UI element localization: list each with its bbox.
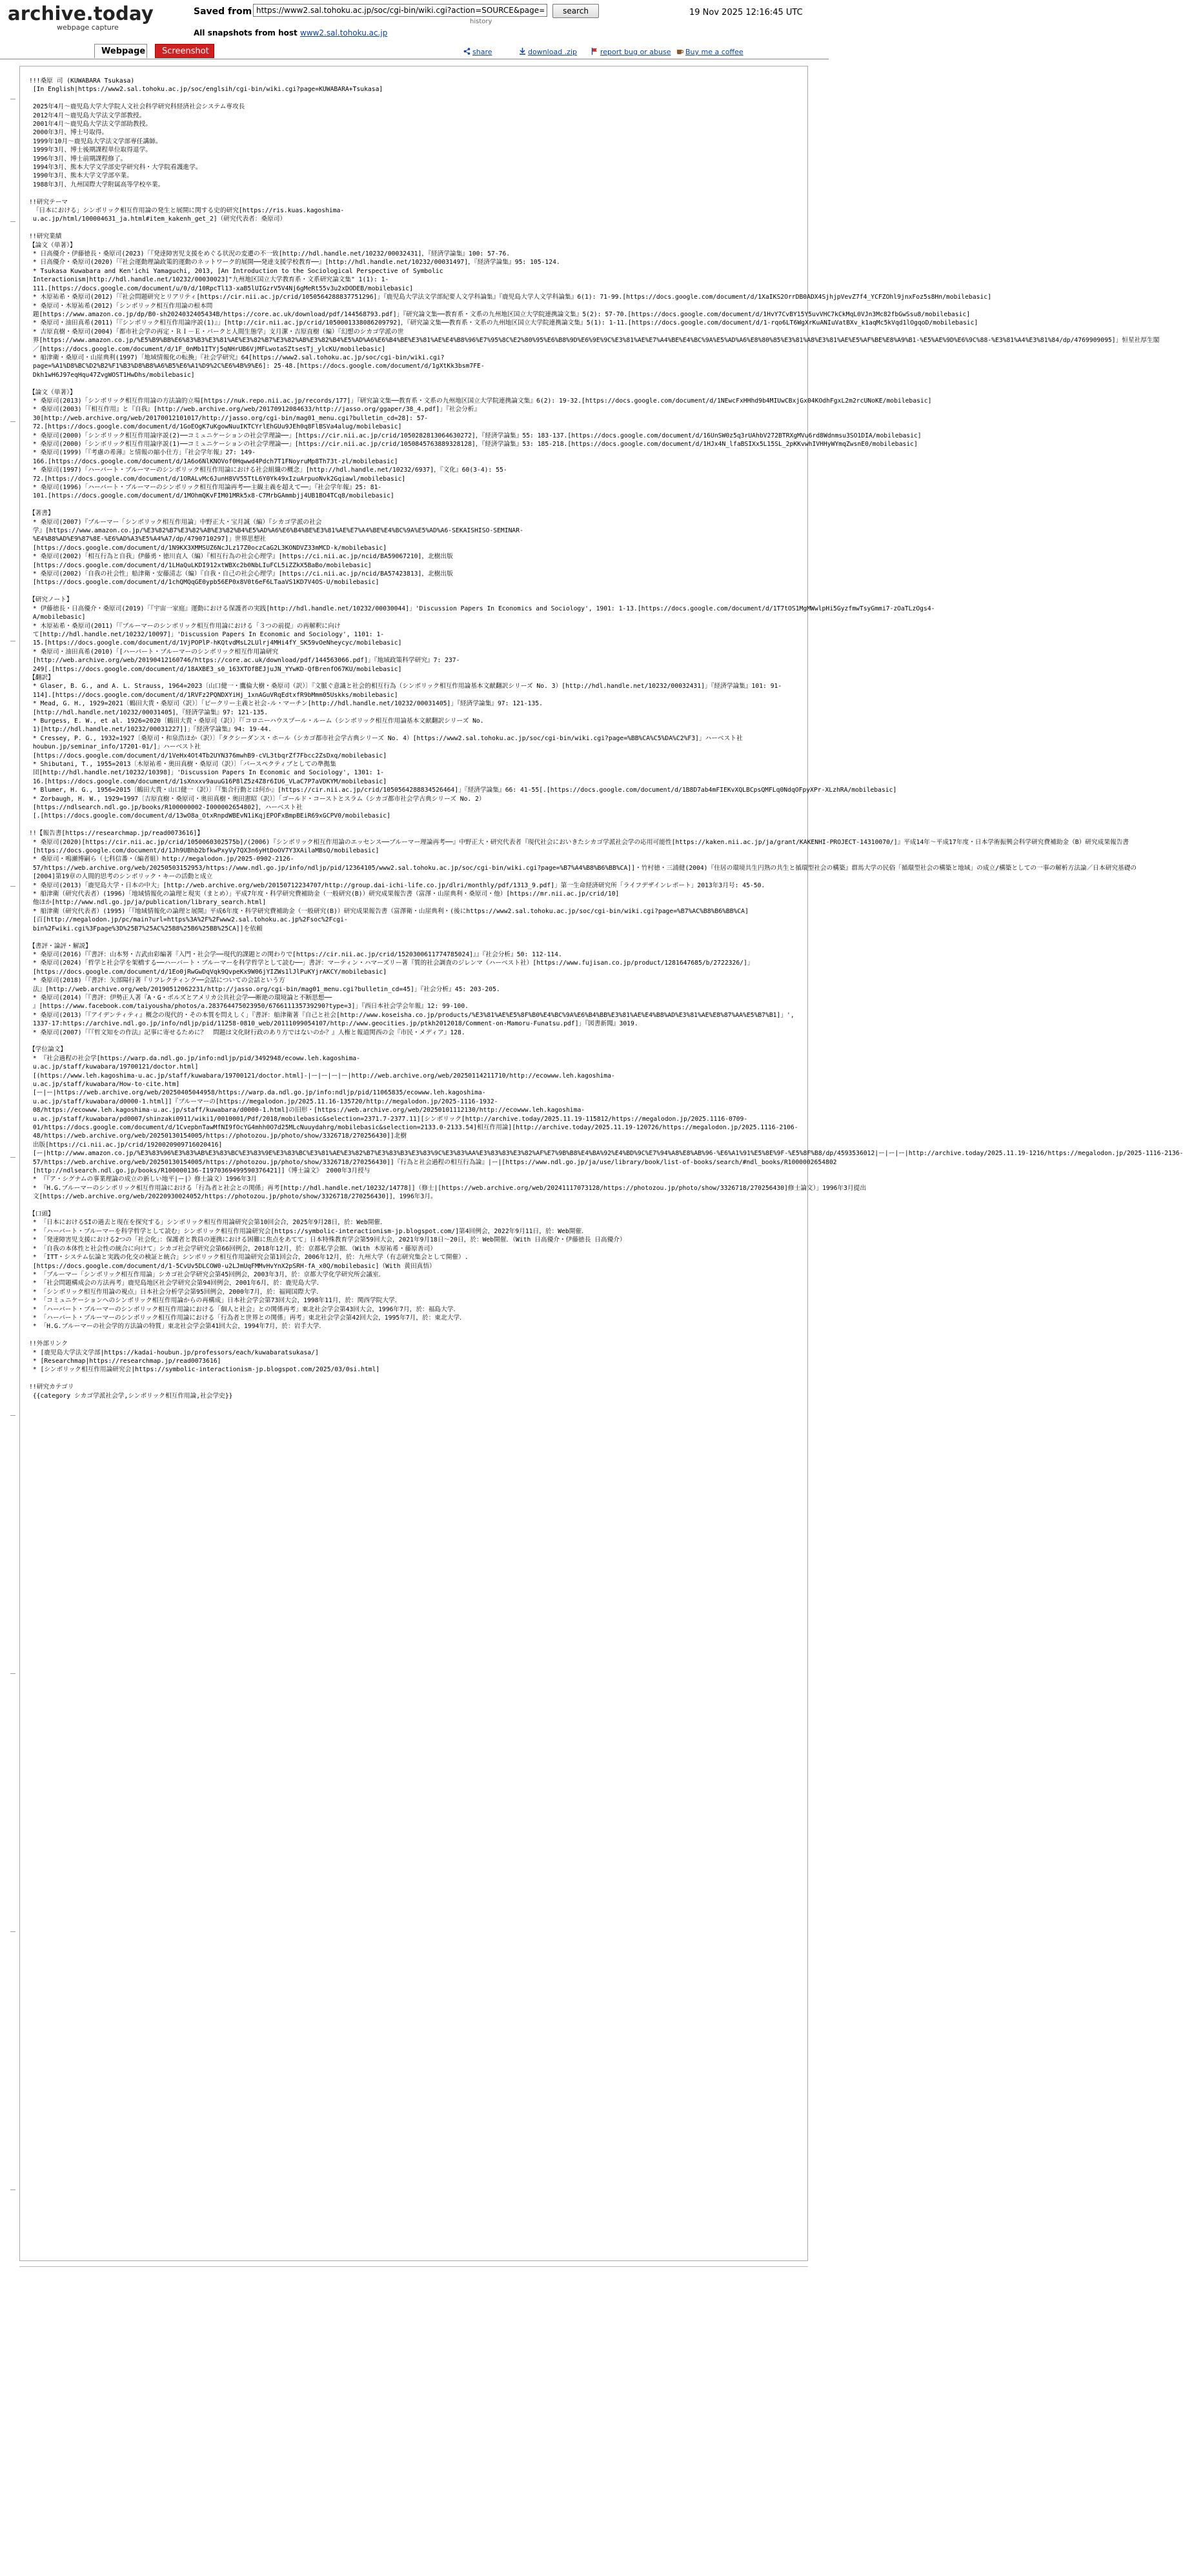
wiki-line[interactable]: * 桑原司(2013)「鹿児島大学・日本の中大」[http://web.archive.org/web/20150712234707/http://group.dai-ichi-life.co.jp/dlri/monthly/pdf/1313_9.pdf]」第一生命経済研究所「ライフデザインレポート」2013年3月号: 45-50.	[29, 881, 765, 889]
wiki-line[interactable]: 1)[http://hdl.handle.net/10232/00031227]]」『経済学論集』94: 19-44.	[29, 726, 272, 734]
wiki-line[interactable]: 題[https://www.amazon.co.jp/dp/B0-sh2024032405434B/https://core.ac.uk/download/pdf/144568793.pdf]」『研究論文集──教育系・文系の九州地区国立大学院連携論文集』5(2): 57-70.[https://docs.google.com/document/d/1HvY7CvBY15Y5uvVHC7kCkMqL0VJn3Mc82fbGwSsu8/mobilebasic]	[29, 310, 971, 318]
share-label[interactable]: share	[472, 48, 492, 56]
wiki-line: [(https://www.leh.kagoshima-u.ac.jp/staff/kuwabara/19700121/doctor.html]-|ー|ー|ー|ー|http://web.archive.org/web/20250114211710/http://ecowww.leh.kagoshima-	[29, 1072, 615, 1080]
wiki-line: * 桑原司・木原祐希(2012)「シンボリック相互作用論の根本問	[29, 302, 213, 310]
wiki-line[interactable]: * 日高優介・伊藤徳長・桑原司(2023)「『発達障害児支援をめぐる状況の変遷の不一致[http://hdl.handle.net/10232/00032431]，『経済学論集』100: 57-76.	[29, 250, 511, 258]
wiki-line[interactable]: * 伊藤徳長・日高優介・桑原司(2019)「『宇宙一家庭』運動における保護者の実践[http://hdl.handle.net/10232/00030044]」'Discussion Papers In Economics and Sociology', 1901: 1-13.[https://docs.google.com/document/d/1T7tOS1MgMWwlpHi5GyzfmwTsyGmmi7-zOaTLzOgs4-	[29, 605, 935, 612]
flag-icon	[591, 48, 598, 55]
wiki-line: 【論文（単著）】	[29, 241, 76, 249]
wiki-line: * 桑原司・油田真希(2010)「[ハーバート・ブルーマーのシンボリック相互作用論研究	[29, 648, 279, 656]
wiki-line[interactable]: * 桑原司・油田真希(2011)「『シンボリック相互作用論序説(1)』」[http://cir.nii.ac.jp/crid/1050001338086209792]，『研究論文集──教育系・文系の九州地区国立大学院連携論文集』5(1): 1-11.[https://docs.google.com/document/d/1-rqo6LT6WgXrKuANIuVatBXv_k1aqMc5kVqd1lOgqoD/mobilebasic]	[29, 319, 978, 327]
history-link[interactable]	[470, 18, 492, 25]
wiki-line: !!研究テーマ	[29, 198, 68, 206]
wiki-line[interactable]: て[http://hdl.handle.net/10232/10097]」'Discussion Papers In Economic and Sociology', 1101: 1-	[29, 630, 385, 638]
wiki-line	[29, 587, 788, 596]
wiki-line[interactable]: [.[https://docs.google.com/document/d/13wO8a_OtxRnpdWBEvN1iKqjEPOFxBmpBEiR69xGCPV0/mobilebasic]	[29, 812, 390, 820]
wiki-line[interactable]: !!【報告書[https://researchmap.jp/read0073616]】	[29, 830, 204, 838]
wiki-line: 【翻訳】	[29, 674, 54, 681]
wiki-line: 1988年3月、九州国際大学附属高等学校卒業。	[29, 181, 165, 188]
coffee-icon	[676, 48, 683, 55]
wiki-line[interactable]: * 『社会過程の社会学[https://warp.da.ndl.go.jp/info:ndljp/pid/3492948/ecoww.leh.kagoshima-	[29, 1054, 360, 1062]
wiki-line: 2000年3月、博士号取得。	[29, 129, 108, 137]
wiki-line: !!研究業績	[29, 233, 62, 241]
wiki-line[interactable]: * 桑原司(2002)「相互行為と自我」伊藤勇・徳川直人（編）『相互行為の社会心理学』[https://ci.nii.ac.jp/ncid/BA59067210]，北樹出版	[29, 553, 453, 561]
left-scroll-rail[interactable]	[8, 60, 18, 2267]
wiki-line[interactable]: [https://docs.google.com/document/d/1chQMQqGE0ypb56EP0x8V0t6eF6LTaaVS1KD7V4OS-U/mobilebasic]	[29, 579, 379, 587]
wiki-line[interactable]: [http://ndlsearch.ndl.go.jp/books/R100000136-I1970369499590376421]]《博士論文》 2000年3月授与	[29, 1167, 370, 1175]
wiki-line: * 「発達障害児支援における2つの「社会化」：保護者と教員の連携における困難に焦点をあてて」日本特殊教育学会第59回大会，2021年9月18日〜20日，於：Web開催．（With 日高優介・伊藤徳長 日高優介）	[29, 1236, 626, 1244]
wiki-line: * 「シンボリック相互作用論の視点」日本社会分析学会第95回例会，2000年7月，於：福岡国際大学．	[29, 1288, 323, 1296]
wiki-line: * 「コミュニケーションへのシンボリック相互作用論からの再構成」日本社会学会第73回大会，1998年11月，於：関西学院大学．	[29, 1297, 401, 1305]
wiki-line[interactable]: [https://ndlsearch.ndl.go.jp/books/R100000002-I000002654802]，ハーベスト社	[29, 804, 303, 812]
wiki-line: [2004]第19章の人間的思考のシンボリック・キーの活動と成立	[29, 873, 213, 881]
wiki-line: * [鹿児島大学法文学部|https://kadai-houbun.jp/professors/each/kuwabaratsukasa/]	[29, 1349, 319, 1356]
saved-from-label: Saved from	[194, 6, 252, 17]
wiki-line[interactable]: 15.[https://docs.google.com/document/d/1VjPOPlP-hKQtvdMsL2LUlrj4MHi4fY_SK59vOeNheycyc/mobilebasic]	[29, 639, 402, 647]
wiki-line[interactable]: * 桑原司(2000)「シンボリック相互作用論序説(2)──コミュニケーションの社会学理論──」[https://cir.nii.ac.jp/crid/1050282813064630272]，『経済学論集』55: 183-137.[https://docs.google.com/document/d/16UnSW0z5q3rUAhbV272BTRXgMVu6rd8Wdnmsu3SO1DIA/mobilebasic]	[29, 432, 922, 439]
wiki-line: * 桑原司(1996)「ハーバート・ブルーマーのシンボリック相互作用論再考──主観主義を超えて──」『社会学年報』25: 81-	[29, 484, 382, 492]
report-label[interactable]: report bug or abuse	[600, 48, 671, 56]
wiki-line: 2012年4月～鹿児島大学法文学部教授。	[29, 112, 146, 119]
wiki-line	[29, 224, 788, 232]
footer-rule	[19, 2266, 808, 2267]
wiki-line: 48/https://web.archive.org/web/20250130154005/https://photozou.jp/photo/show/3326718/270256430]]北樹	[29, 1132, 407, 1140]
wiki-line[interactable]: 08/https://ecowww.leh.kagoshima-u.ac.jp/staff/kuwabara/d0000-1.html]の旧形・[https://web.archive.org/web/20250101112130/http://ecowww.leh.kagoshima-	[29, 1107, 585, 1114]
wiki-line[interactable]: [http://web.archive.org/web/20190412160746/https://core.ac.uk/download/pdf/144563066.pdf]」『地域政策科学研究』7: 237-	[29, 657, 460, 665]
wiki-line[interactable]: u.ac.jp/staff/kuwabara/pd0007/shinzaki0911/wiki1/0010001/Pdf/2018/mobilebasic&selection=2371.7-2377.11][シンボリック[http://archive.today/2025.11.19-115812/https://megalodon.jp/2025.1116-0709-	[29, 1115, 748, 1123]
wiki-line[interactable]: * 桑原司(2013)「『アイデンティティ』概念の現代的・その本質を問えしく」『書評：船津衛著『自己と社会[http://www.koseisha.co.jp/products/%E3%81%AE%E5%8F%B0%E4%BC%9A%E6%B4%BB%E3%81%AE%E4%B8%AD%E3%81%AE%E8%87%AA%E5%B7%B1]」',	[29, 1011, 794, 1019]
wiki-line[interactable]: * 「ハーバート・ブルーマーを科学哲学として読む」シンボリック相互作用論研究会[https://symbolic-interactionism-jp.blogspot.com/]第4回例会，2022年9月11日，於：Web開催．	[29, 1227, 588, 1235]
wiki-line: !!外部リンク	[29, 1340, 68, 1348]
rail-mark	[10, 1673, 15, 1674]
wiki-line	[29, 1202, 788, 1210]
wiki-line: * Burgess, E. W., et al. 1926=2020〔鶴田大貴・桑原司（訳）〕『「コロニーハウスプール・ルーム（シンボリック相互作用論基本文献翻訳シリーズ No.	[29, 717, 484, 725]
wiki-line: 2025年4月～鹿児島大学大学院人文社会科学研究科経済社会システム専攻長	[29, 103, 245, 111]
wiki-line: !!研究カテゴリ	[29, 1384, 74, 1391]
wiki-line: * 桑原司(2018)「『書評：矢部陽行著『リフレクティング──会話についての会話という方	[29, 977, 285, 985]
share-icon	[463, 48, 470, 55]
wiki-line	[29, 94, 788, 103]
wiki-line: bin%2Fwiki.cgi%3Fpage%3D%25B7%25AC%25B8%25B6%25BB%25CA]]を依頼	[29, 925, 263, 932]
wiki-line: * 桑原司・鳴瀬博嗣ら（七科信番・（編者組）http://megalodon.jp/2025-0902-2126-	[29, 856, 294, 863]
tab-webpage[interactable]: Webpage	[94, 44, 147, 58]
wiki-line: {{category シカゴ学派社会学,シンボリック相互作用論,社会学史}}	[29, 1392, 233, 1400]
wiki-line: 1994年3月、熊本大学文学部史学研究科・大学院看護進学。	[29, 164, 202, 172]
wiki-line: * [シンボリック相互作用論研究会|https://symbolic-interactionism-jp.blogspot.com/2025/03/0si.html]	[29, 1366, 380, 1374]
rail-mark	[10, 421, 15, 422]
wiki-line: 【著書】	[29, 510, 54, 518]
wiki-line: 1996年3月、博士前期課程修了。	[29, 155, 127, 163]
wiki-line: * 「ブルーマー「シンボリック相互作用論」シカゴ社会学研究会第45回例会，2003年3月，於：京都大学化学研究所会議室．	[29, 1271, 385, 1278]
coffee-label[interactable]: Buy me a coffee	[685, 48, 743, 56]
wiki-line[interactable]: 114].[https://docs.google.com/document/d/1RVFz2PQNDXYiHj_1xnAGuVRqEdtxfR9bMmm05Uskks/mobilebasic]	[29, 691, 398, 699]
wiki-line[interactable]: * 桑原司(2002)「自我の社会性」船津衛・安藤清志（編）『自我・自己の社会心理学』[https://ci.nii.ac.jp/ncid/BA57423813]，北樹出版	[29, 570, 453, 578]
wiki-line: * 「自我の本体性と社会性の統合に向けて」シカゴ社会学研究会第66回例会，2018年12月，於：京都私学会館．（With 木原祐希・藤原善司）	[29, 1245, 436, 1253]
wiki-line: * 桑原司(1999)「『考慮の希薄』と情報の縮小仕方」『社会学年報』27: 149-	[29, 449, 256, 457]
wiki-line: * 「社会問題構成会の方法再考」鹿児島地区社会学研究会第94回例会，2001年6月，於：鹿児島大学．	[29, 1280, 323, 1287]
wiki-line: * 「日本におけるSIの過去と現在を探究する」シンボリック相互作用論研究会第10回会合，2025年9月28日，於：Web開催．	[29, 1219, 387, 1227]
rail-mark	[10, 1157, 15, 1158]
all-snapshots-line	[194, 28, 387, 37]
wiki-line: A/mobilebasic]	[29, 614, 86, 621]
wiki-line[interactable]: * 船津衛（研究代表者）(1996)「地域情報化の論理と現実（まとめ）」平成7年度・科学研究費補助金（一般研究(B)）研究成果報告書（富澤・山崖典利・桑原司・他）[https://mr.nii.ac.jp/crid/10]	[29, 891, 620, 898]
wiki-line: [ー|http://www.amazon.co.jp/%E3%83%96%E3%83%AB%E3%83%BC%E3%83%9E%E3%83%BC%E3%81%AE%E3%82%B7%E3%83%B3%E3%83%9C%E3%83%AA%E3%83%83%E3%82%AF%E7%9B%B8%E4%BA%92%E4%BD%9C%E7%94%A8%E8%AB%96-%E6%A1%91%E5%8E%9F-%E5%8F%B8/dp/4593536012|ー|ー|ー|http://archive.today/2025.11.19-1216/https://megalodon.jp/2025-1116-2136-	[29, 1150, 1183, 1158]
wiki-line: * 船津衛（研究代表者）(1995)「『地域情報化の論理と展開』平成6年度・科学研究費補助金（一般研究(B)）研究成果報告書（富澤衛・山崖典利・(後にhttps://www2.sal.tohoku.ac.jp/soc/cgi-bin/wiki.cgi?page=%B7%AC%B8%B6%BB%CA]	[29, 907, 749, 915]
wiki-line[interactable]: 出版[https://ci.nii.ac.jp/crid/1920020909716020416]	[29, 1141, 223, 1149]
wiki-line[interactable]: [https://docs.google.com/document/d/1Jh9UBhb2bfkwPxyVy7QX3n6yHtDoOV7Y3XAilaMBsQ/mobilebasic]	[29, 847, 379, 855]
wiki-line[interactable]: * Glaser, B. G., and A. L. Strauss, 1964=2023〔山口健一・鷹倫大樹・桑原司（訳）〕『文脈ぐ意識と社会的相互行為（シンボリック相互作用論基本文献翻訳シリーズ No. 3）[http://hdl.handle.net/10232/00032431]」『経済学論集』101: 91-	[29, 683, 782, 690]
wiki-line[interactable]: * Cressey, P. G., 1932=1927〔桑原司・和泉浩ほか（訳）〕『タクシーダンス・ホール（シカゴ都市社会学古典シリーズ No. 4）[https://www2.sal.tohoku.ac.jp/soc/cgi-bin/wiki.cgi?page=%BB%CA%C5%DA%C2%F3]」ハーベスト社	[29, 734, 743, 742]
wiki-line: * [Researchmap|https://researchmap.jp/read0073616]	[29, 1357, 221, 1365]
archive-logo[interactable]: archive.today	[8, 3, 154, 25]
wiki-line[interactable]: [http://hdl.handle.net/10232/00031405]，『経済学論集』97: 121-135.	[29, 709, 268, 716]
wiki-line: 1999年10月～鹿児島大学法文学部専任講師。	[29, 137, 162, 145]
download-label[interactable]: download .zip	[528, 48, 577, 56]
wiki-line[interactable]: 他ほか[http://www.ndl.go.jp/ja/publication/library_search.html]	[29, 899, 267, 907]
wiki-line[interactable]: 101.[https://docs.google.com/document/d/1MOhmQKvFIM01MRk5x8-C7MrbGAmmbjj4UB1BO4TCq8/mobilebasic]	[29, 492, 394, 500]
buy-coffee-link[interactable]	[676, 48, 743, 56]
all-snapshots-host-link[interactable]: www2.sal.tohoku.ac.jp	[299, 28, 388, 37]
wiki-line: 1337-17:https://archive.ndl.go.jp/info/ndljp/pid/11258-0810_web/20111099054107/http://www.geocities.jp/ptkh2012018/Comment-on-Mamoru-Funatsu.pdf]」『図書新聞』3019.	[29, 1020, 638, 1028]
wiki-line: Dkh1wH6J97eqHqu47ZvgWOST1HwDhs/mobilebasic]	[29, 371, 195, 379]
wiki-line: * 木原祐希・桑原司(2011)「『ブルーマーのシンボリック相互作用論における「３つの前提」の再解釈に向け	[29, 622, 341, 630]
wiki-line: %E4%B8%AD%E9%87%8E-%E6%AD%A3%E5%A4%A7/dp/4790710297]」世界思想社	[29, 536, 267, 543]
wiki-line[interactable]: u.ac.jp/staff/kuwabara/d0000-1.html]]『ブルーマーの[https://megalodon.jp/2025.11.16-135720/http://megalodon.jp/2025-1116-1932-	[29, 1098, 498, 1105]
wiki-line: 57/https://web.archive.org/web/20250503152953/https://www.ndl.go.jp/info/ndljp/pid/12364105/www2.sal.tohoku.ac.jp/soc/cgi-bin/wiki.cgi?page=%B7%A4%B8%B6%BB%CA]]・竹村徳・三浦健(2004)『住居の環境共生円熟の共生と循環型社会の構築』群馬大学の民俗「循環型社会の構築と地域」の成立/構築としての一事の解析方法論／日本研究基礎の	[29, 864, 1137, 872]
history-link-label[interactable]: history	[470, 18, 492, 25]
rail-mark	[10, 1931, 15, 1932]
wiki-line: 【学位論文】	[29, 1046, 67, 1054]
wiki-line[interactable]: 団[http://hdl.handle.net/10232/10398]」'Discussion Papers In Economic and Sociology', 1301: 1-	[29, 769, 385, 777]
wiki-line: [ー|ー|https://web.archive.org/web/20250405044958/https://warp.da.ndl.go.jp/info:ndljp/pid/11065835/ecowww.leh.kagoshima-	[29, 1089, 486, 1097]
rail-mark	[10, 886, 15, 887]
wiki-line: 1999年3月、博士後期課程単位取得退学。	[29, 146, 152, 154]
wiki-line[interactable]: * 桑原司(2016)『『書評：山本努・吉武由彩編著『入門・社会学──現代的課題との関わりで[https://cir.nii.ac.jp/crid/1520300611774785024]』』『社会分析』50: 112-114.	[29, 951, 562, 958]
wiki-line[interactable]: * 『H.G.ブルーマーのシンボリック相互作用論における「行為者と社会との関係」再考[http://hdl.handle.net/10232/14778]]（修士|[https://web.archive.org/web/20241117073128/https://photozou.jp/photo/show/3326718/270256430]修士論文）」1996年3月提出	[29, 1184, 867, 1192]
wiki-line: * 桑原司(2014)「『書評：伊勢正人著『A・G・ポルズとアメリカ公共社会学──断絶の環境論と不断思想──	[29, 994, 332, 1001]
wiki-line: * 「H.G.ブルーマーの社会学的方法論の特質」東北社会学会第41回大会，1994年7月，於：岩手大学．	[29, 1323, 326, 1331]
wiki-line[interactable]: * 桑原司(1997)「ハーバート・ブルーマーのシンボリック相互作用論における社会組織の概念」[http://hdl.handle.net/10232/6937]，『文化』60(3-4): 55-	[29, 467, 507, 474]
wiki-line[interactable]: 「日本における」シンボリック相互作用論の発生と展開に関する史的研究[https://ris.kuas.kagoshima-	[29, 207, 345, 215]
wiki-line[interactable]: * Blumer, H. G., 1956=2015〔鶴田大貴・山口健一（訳）〕「『集合行動とは何か』[https://cir.nii.ac.jp/crid/1050564288834526464]」『経済学論集』66: 41-55[.[https://docs.google.com/document/d/1B8D7ab4mFIEKvXQLBCpsQMFLq0NdqOFpyXPr-XLzhRA/mobilebasic]	[29, 787, 897, 794]
wiki-line[interactable]: 57/https://web.archive.org/web/20250130154005/https://photozou.jp/photo/show/3326718/270256430]]『行為と社会過程の相互行為論』|ー|[https://www.ndl.go.jp/ja/use/library/book/list-of-books/search/#ndl_books/R1000002654802	[29, 1158, 837, 1166]
wiki-line: 【研究ノート】	[29, 596, 73, 604]
wiki-line: 2001年4月～鹿児島大学法文学部助教授。	[29, 121, 152, 128]
all-snapshots-label: All snapshots from host	[194, 28, 298, 37]
wiki-line: u.ac.jp/staff/kuwabara/How-to-cite.htm]	[29, 1080, 180, 1088]
wiki-line[interactable]: 72.[https://docs.google.com/document/d/1GoEOgK7uKgowNuuIKTCYrlEhGUu9JEh0q8FlBSVa4alug/mobilebasic]	[29, 423, 402, 431]
wiki-line: * 「ハーバート・ブルーマーのシンボリック相互作用論における「個人と社会」との関係再考」東北社会学会第43回大会，1996年7月，於：福島大学．	[29, 1305, 460, 1313]
wiki-line[interactable]: [百[http://megalodon.jp/pc/main?url=https%3A%2F%2Fwww2.sal.tohoku.ac.jp%2Fsoc%2Fcgi-	[29, 916, 348, 924]
wiki-line: [In English|https://www2.sal.tohoku.ac.jp/soc/englsih/cgi-bin/wiki.cgi?page=KUWABARA+Tsukasa]	[29, 86, 383, 94]
wiki-line[interactable]: * Mead, G. H., 1929=2021〔鶴田大貴・桑原司（訳）〕「ピークリー主義と社会-ル・マーチン[http://hdl.handle.net/10232/00031405]」『経済学論集』97: 121-135.	[29, 700, 543, 708]
wiki-line: * Zorbaugh, H. W., 1929=1997〔吉原直樹・桑原司・奥田真樹・奥田憲昭（訳）〕「ゴールド・コーストとスラム（シカゴ都市社会学古典シリーズ No. 2）	[29, 795, 485, 803]
wiki-line[interactable]: * 桑原司(2020)[https://cir.nii.ac.jp/crid/1050060302575b]/(2006)『シンボリック相互作用論のエッセンス──ブルーマー理論再考──』中野正大・研究代表者『現代社会においきたシカゴ学派社会学の応用可能性[https://kaken.nii.ac.jp/ja/grant/KAKENHI-PROJECT-14310070/]』平成14年～平成17年度・日本学術振興会科学研究費補助金（B）研究成果報告書	[29, 838, 1129, 846]
download-zip-link[interactable]	[519, 48, 577, 56]
wiki-line[interactable]: [https://docs.google.com/document/d/1Eo0jRwGwDqVqk9QvpeKx9W06jYIZWs1lJlPuKYjrAKCY/mobilebasic]	[29, 968, 387, 976]
wiki-line[interactable]: 』[https://www.facebook.com/taiyousha/photos/a.283764475023950/676611135739290?type=3]」『西日本社会学会年報』12: 99-100.	[29, 1003, 469, 1011]
wiki-line[interactable]: [https://docs.google.com/document/d/1VeHx4Ot4Tb2UYN376mwhB9-cVL3tbqrZf7Fbcc2ZsDxq/mobilebasic]	[29, 752, 387, 760]
wiki-line[interactable]: 72.[https://docs.google.com/document/d/1ORALvMc6JunH8VV55TtL6Y0Yk49xIzuArpuoNvk2Gqiawl/mobilebasic]	[29, 475, 406, 483]
wiki-line[interactable]: * 桑原司(2000)「シンボリック相互作用論序説(1)──コミュニケーションの社会学理論──」[https://cir.nii.ac.jp/crid/1050845763889328128]，『経済学論集』53: 185-218.[https://docs.google.com/document/d/1HJx4N_lfaBSIXx5L15SL_2pKKvwhIVHHyWYmqZwsnE0/mobilebasic]	[29, 441, 918, 448]
wiki-line[interactable]: * 桑原司(2024)「哲学と社会学を架橋する──ハーバート・ブルーマーを科学哲学として読む──」書評：マーティン・ハマーズリー著『質的社会調査のジレンマ（ハーベスト社）[https://www.fujisan.co.jp/product/1281647685/b/2722326/]」	[29, 960, 754, 967]
wiki-line	[29, 501, 788, 509]
tab-screenshot[interactable]: Screenshot	[155, 44, 214, 58]
wiki-line[interactable]: 249[.[https://docs.google.com/document/d/18AXBE3_s0_163XTOfBEJjuJN_YYwKD-QfBrenfO67KU/mobilebasic]	[29, 665, 402, 673]
wiki-line[interactable]: 文[https://web.archive.org/web/20220930024052/https://photozou.jp/photo/show/3326718/270256430]]，1996年3月。	[29, 1193, 437, 1201]
archived-page-frame	[19, 66, 1183, 2261]
wiki-line: 【論文（単著）】	[29, 388, 76, 396]
wiki-line[interactable]: [https://docs.google.com/document/d/1N9KX3XMMSUZ6NcJLz17Z0oczCaG2L3KONDVZ33mMCD-k/mobilebasic]	[29, 544, 387, 552]
wiki-line: 1990年3月、熊本大学文学部卒業。	[29, 172, 133, 180]
archive-logo-subtitle: webpage capture	[57, 23, 119, 32]
search-button[interactable]: search	[552, 4, 599, 18]
wiki-line: Interactionism|http://hdl.handle.net/10232/00030023]"九州地区国立大学教育系・文系研究論文集" 1(1): 1-	[29, 276, 389, 284]
rail-mark	[10, 2189, 15, 2190]
wiki-line[interactable]: 166.[https://docs.google.com/document/d/1A6o6NlKNOVof0Hqwwd4Pdch7T1FNoyruMp8Th73t-zl/mobilebasic]	[29, 458, 398, 465]
wiki-line: * Tsukasa Kuwabara and Ken'ichi Yamaguchi, 2013, [An Introduction to the Sociological Perspective of Symbolic	[29, 267, 443, 275]
wiki-line[interactable]: 111.[https://docs.google.com/document/u/0/d/10RpcTl13-xaB5lUIGzrV5V4Nj6gMeRt55v3u2xDODEB/mobilebasic]	[29, 285, 413, 292]
wiki-line[interactable]: [https://docs.google.com/document/d/1LHaQuLKDI912xtWBXc2b0NbLIuFCL5iZZkX5BaBo/mobilebasic]	[29, 561, 372, 569]
archive-header	[0, 0, 829, 59]
wiki-line: * 「ハーバート・ブルーマーのシンボリック相互作用論における「行為者と世界との関係」再考」東北社会学会第42回大会，1995年7月，於：東北大学．	[29, 1314, 466, 1322]
wiki-line: * 吉原直樹・桑原司(2004)「都市社会学の再定・ＲＩ－Ｅ・パークと人間生態学」支月潔・吉原直樹（編）『幻想のシカゴ学派の世	[29, 328, 404, 336]
wiki-line: * 桑原司(2007)『ブルーマー「シンボリック相互作用論」中野正大・宝月誠（編）『シカゴ学派の社会	[29, 518, 322, 526]
wiki-line	[29, 1037, 788, 1045]
report-bug-link[interactable]	[591, 48, 671, 56]
rail-mark	[10, 1415, 15, 1416]
wiki-line: * 『『ア・シグナムの事業理論の成立の新しい地平|ー|》修士論文）1996年3月	[29, 1176, 258, 1183]
url-input[interactable]	[253, 4, 547, 17]
share-link[interactable]	[463, 48, 492, 56]
wiki-line	[29, 1374, 788, 1383]
wiki-source-text	[29, 77, 1183, 2245]
wiki-line[interactable]: [https://docs.google.com/document/d/1-5CvUv5DLCOW0-u2LJmUqFMMvHvYnX2pSRH-fA_x0Q/mobilebasic]（With 黄田真悟）	[29, 1262, 436, 1270]
wiki-line[interactable]: * 桑原司(2003)「『相互作用』と『自我』[http://web.archive.org/web/20170912084633/http://jasso.org/ggaper/38_4.pdf]」『社会分析』	[29, 406, 481, 414]
wiki-line[interactable]: 16.[https://docs.google.com/document/d/1sXnxxv9auuG16P8lZ5z4Z8r6IU6_VLaC7P7aVDKYM/mobilebasic]	[29, 778, 387, 785]
wiki-line	[29, 933, 788, 941]
wiki-line: houbun.jp/seminar_info/17201-01/]」ハーベスト社	[29, 743, 201, 751]
wiki-line	[29, 189, 788, 197]
wiki-line	[29, 821, 788, 829]
wiki-line: u.ac.jp/staff/kuwabara/19700121/doctor.html]	[29, 1063, 199, 1071]
wiki-line[interactable]: ／[https://docs.google.com/document/d/1F_0nMb1ITYj5qNHrUB6VjMFLwotaSZtsesTj_ylcKU/mobilebasic]	[29, 345, 386, 353]
wiki-line	[29, 379, 788, 388]
rail-mark	[10, 221, 15, 222]
wiki-line: * Shibutani, T., 1955=2013〔木原祐希・奥田真樹・桑原司（訳）〕「パースペクティブとしての準拠集	[29, 761, 336, 768]
wiki-line[interactable]: 30[http://web.archive.org/web/20170012101017/http://jasso.org/cgi-bin/mag01_menu.cgi?bulletin_cd=28]: 57-	[29, 414, 429, 422]
wiki-line[interactable]: 01/https://docs.google.com/document/d/1CvepbnTawMfNI9fOcYG4mhh0O7d25MLcNuuydahrg/mobilebasic&selection=2133.0-2133.54]相互作用論][http://archive.today/2025.11.19-120726/https://megalodon.jp/2025.1116-2106-	[29, 1124, 798, 1132]
wiki-line: 【書評・論評・解説】	[29, 942, 92, 950]
wiki-line: !!!桑原 司 (KUWABARA Tsukasa)	[29, 77, 135, 85]
wiki-line[interactable]: * 船津衛・桑原司・山崖典利(1997)「地域情報化の転換」『社会学研究』64[https://www2.sal.tohoku.ac.jp/soc/cgi-bin/wiki.cgi?	[29, 354, 445, 361]
wiki-line[interactable]: * 日高優介・桑原司(2020)「『社会運動理論政策的運動のネットワーク的展開──発達支援学校教育──』[http://hdl.handle.net/10232/00031497]，『経済学論集』95: 105-124.	[29, 259, 560, 267]
download-icon	[519, 48, 526, 55]
wiki-line[interactable]: * 木原祐希・桑原司(2012)「『社会問題研究とリアリティ[https://cir.nii.ac.jp/crid/1050564288837751296]」『鹿児島大学法文学部紀要人文学科論集』『鹿児島大学人文学科論集』6(1): 71-99.[https://docs.google.com/document/d/1XaIKS2OrrDB0ADX4SjhjpVevZ7f4_YCFZOhl9jnxFoz5s8Hn/mobilebasic]	[29, 294, 991, 301]
wiki-line[interactable]: 界[https://www.amazon.co.jp/%E5%B9%BB%E6%83%B3%E3%81%AE%E3%82%B7%E3%82%AB%E3%82%B4%E5%AD%A6%E6%B4%BE%E3%81%AE%E4%B8%96%E7%95%8C%E2%80%95%E6%B8%9D%E6%9E%9C%E3%81%AE%E7%A4%BE%E4%BC%9A%E5%AD%A6%E8%80%85%E3%81%A8%E3%81%AE%E5%AF%BE%E8%A9%B1-%E5%AE%9D%E6%9C%88-%E3%81%A4%E3%81%84/dp/4769909095]」恒星社厚生閣	[29, 337, 1160, 345]
wiki-line: * 桑原司(2007)「『『哲文知をの作法』記事に寄せるために？ 問題は文化財行政のあり方ではないのか？』人権と報道関西の会『市民・メディア』128.	[29, 1029, 465, 1036]
wiki-line[interactable]: * 桑原司(2013)「シンボリック相互作用論の方法論的立場[https://nuk.repo.nii.ac.jp/records/177]」『研究論文集──教育系・文系の九州地区国立大学院連携論文集』6(2): 19-32.[https://docs.google.com/document/d/1NEwcFxHHhd9b4MIUwCBxjGx04KOdhFgxL2m2rcUNoKE/mobilebasic]	[29, 397, 932, 405]
wiki-line: u.ac.jp/html/100004631_ja.html#item_kakenh_get_2]（研究代表者：桑原司）	[29, 216, 287, 223]
wiki-line: * 「ITT・システム伝論と実践の化交の検証と統合」シンボリック相互作用論研究会第1回会合，2006年12月，於：九州大学（有志研究集会として開催）.	[29, 1254, 469, 1262]
wiki-line[interactable]: 学』[https://www.amazon.co.jp/%E3%82%B7%E3%82%AB%E3%82%B4%E5%AD%A6%E6%B4%BE%E3%81%AE%E7%A4%BE%E4%BC%9A%E5%AD%A6-SEKAISHISO-SEMINAR-	[29, 527, 523, 535]
wiki-line[interactable]: page=%A1%D8%BC%D2%B2%F1%B3%D8%B8%A6%B5%E6%A1%D9%2C%E6%4B%9%E6]: 25-48.[https://docs.google.com/document/d/1gXtKk3bsm7FE-	[29, 363, 485, 370]
wiki-line	[29, 1331, 788, 1340]
wiki-line[interactable]: 法』[http://web.archive.org/web/20190512062231/http://jasso.org/cgi-bin/mag01_menu.cgi?bulletin_cd=45]」『社会分析』45: 203-205.	[29, 985, 500, 993]
wiki-line: 【口頭】	[29, 1211, 54, 1218]
snapshot-datetime: 19 Nov 2025 12:16:45 UTC	[689, 8, 803, 17]
